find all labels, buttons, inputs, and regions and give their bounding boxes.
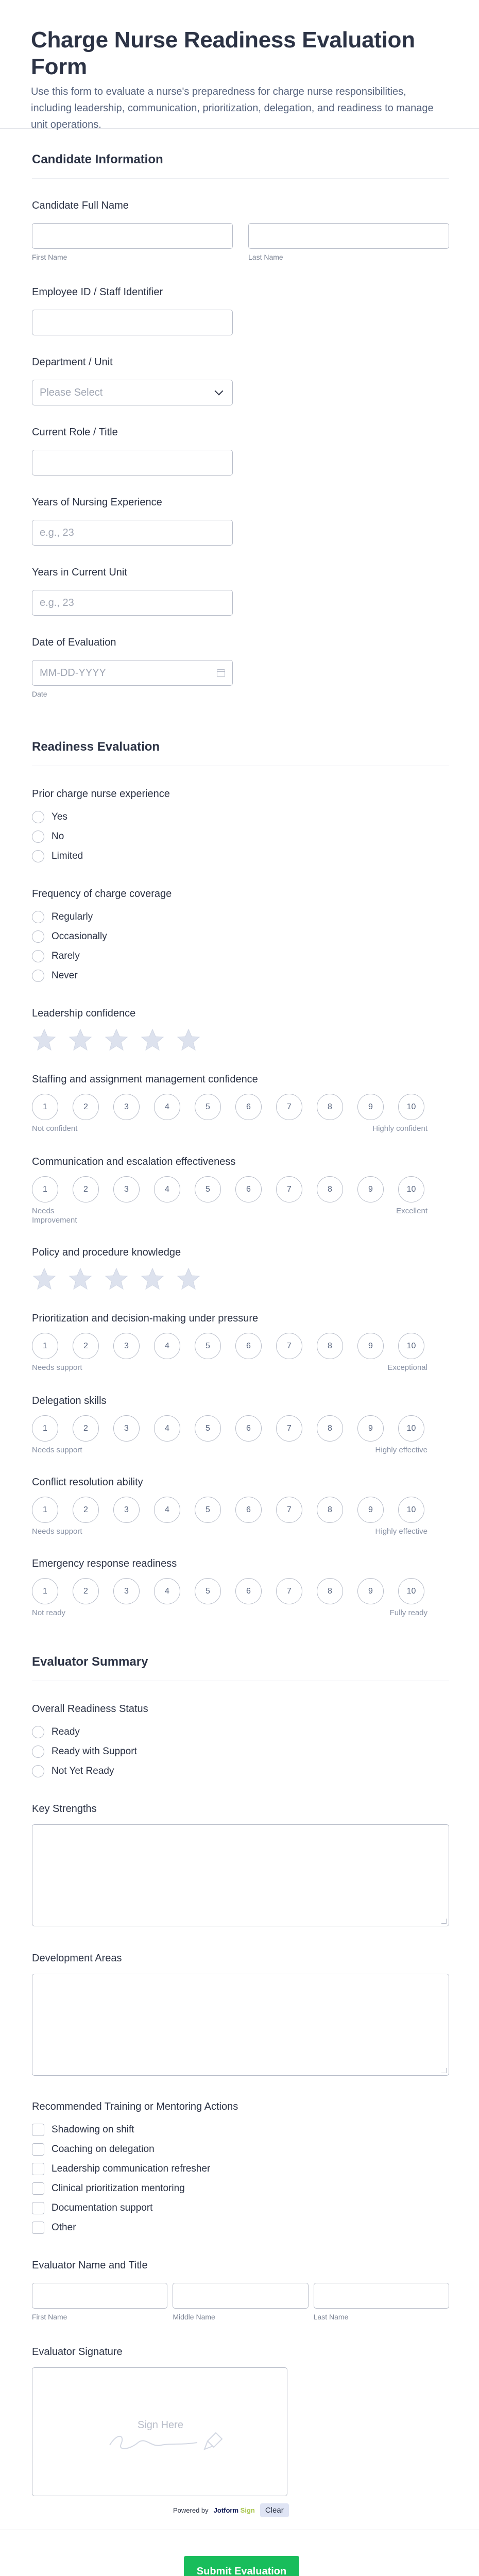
section-candidate-information <box>32 152 449 179</box>
leadership-confidence-field <box>32 1008 449 1052</box>
field-label: Key Strengths <box>32 1803 97 1815</box>
date-placeholder: MM-DD-YYYY <box>40 667 106 679</box>
option-label: Ready <box>52 1726 80 1737</box>
radio-button[interactable] <box>32 950 44 962</box>
scale-option-5[interactable]: 5 <box>195 1094 221 1120</box>
option-label: Ready with Support <box>52 1746 137 1757</box>
field-label: Overall Readiness Status <box>32 1703 148 1715</box>
scale-high-label: Highly confident <box>372 1124 427 1133</box>
submit-button[interactable]: Submit Evaluation <box>184 2556 299 2576</box>
scale-low-label: Not ready <box>32 1608 66 1617</box>
scale-option-10[interactable]: 10 <box>398 1497 424 1523</box>
date-input[interactable] <box>32 660 233 686</box>
star-icon[interactable] <box>176 1267 201 1291</box>
years-unit-input[interactable] <box>32 590 233 616</box>
option-label: Limited <box>52 851 83 861</box>
scale-option-8[interactable]: 8 <box>317 1094 343 1120</box>
scale-option-4[interactable]: 4 <box>154 1578 180 1604</box>
checkbox-option-other[interactable] <box>32 2218 449 2238</box>
scale-option-3[interactable]: 3 <box>113 1333 140 1359</box>
scale-option-1[interactable]: 1 <box>32 1415 58 1442</box>
scale-high-label: Excellent <box>396 1207 427 1215</box>
star-icon[interactable] <box>32 1267 57 1291</box>
option-label: Documentation support <box>52 2202 153 2213</box>
star-icon[interactable] <box>68 1267 93 1291</box>
prior-experience-field <box>32 788 449 866</box>
checkbox[interactable] <box>32 2222 44 2234</box>
powered-by-row <box>173 2503 449 2517</box>
sign-here-text: Sign Here <box>138 2419 183 2431</box>
scale-high-label: Highly effective <box>375 1527 427 1536</box>
scale-option-2[interactable]: 2 <box>73 1094 99 1120</box>
form-header <box>0 0 479 129</box>
field-label: Staffing and assignment management confidence <box>32 1074 258 1085</box>
star-rating <box>32 1267 449 1291</box>
field-label: Prior charge nurse experience <box>32 788 170 800</box>
scale-high-label: Exceptional <box>387 1363 427 1372</box>
date-sublabel: Date <box>32 690 47 698</box>
scale-high-label: Highly effective <box>375 1446 427 1454</box>
scale-option-7[interactable]: 7 <box>276 1415 302 1442</box>
scale-option-10[interactable]: 10 <box>398 1176 424 1202</box>
section-readiness-evaluation <box>32 740 449 766</box>
scale-rating <box>32 1578 449 1604</box>
years-nursing-input[interactable] <box>32 520 233 546</box>
scale-option-5[interactable]: 5 <box>195 1176 221 1202</box>
scale-option-2[interactable]: 2 <box>73 1415 99 1442</box>
option-label: Yes <box>52 811 67 822</box>
current-role-input[interactable] <box>32 450 233 476</box>
star-icon[interactable] <box>68 1028 93 1052</box>
scale-low-label: Needs support <box>32 1527 82 1536</box>
star-icon[interactable] <box>176 1028 201 1052</box>
scale-option-9[interactable]: 9 <box>357 1415 384 1442</box>
field-label: Policy and procedure knowledge <box>32 1247 181 1258</box>
scale-option-9[interactable]: 9 <box>357 1094 384 1120</box>
conflict-resolution-field <box>32 1477 449 1536</box>
scale-option-10[interactable]: 10 <box>398 1333 424 1359</box>
star-icon[interactable] <box>104 1028 129 1052</box>
scale-rating <box>32 1094 449 1120</box>
field-label: Department / Unit <box>32 357 113 368</box>
evaluator-signature-field <box>32 2346 449 2517</box>
prioritization-field <box>32 1313 449 1372</box>
years-unit-placeholder: e.g., 23 <box>40 597 74 608</box>
radio-button[interactable] <box>32 1745 44 1758</box>
checkbox[interactable] <box>32 2202 44 2214</box>
employee-id-input[interactable] <box>32 310 233 335</box>
charge-frequency-field <box>32 888 449 986</box>
field-label: Development Areas <box>32 1953 122 1964</box>
option-label: Leadership communication refresher <box>52 2163 211 2174</box>
overall-status-field <box>32 1703 449 1781</box>
radio-button[interactable] <box>32 1765 44 1777</box>
scale-option-7[interactable]: 7 <box>276 1176 302 1202</box>
department-placeholder: Please Select <box>40 386 103 398</box>
section-title: Candidate Information <box>32 152 163 166</box>
scale-option-2[interactable]: 2 <box>73 1497 99 1523</box>
field-label: Frequency of charge coverage <box>32 888 172 900</box>
scale-option-5[interactable]: 5 <box>195 1578 221 1604</box>
scale-low-label: Not confident <box>32 1124 78 1133</box>
powered-by-text: Powered by <box>173 2506 209 2514</box>
brand-main: Jotform <box>213 2506 239 2514</box>
checkbox[interactable] <box>32 2182 44 2195</box>
field-label: Leadership confidence <box>32 1008 136 1019</box>
option-label: Shadowing on shift <box>52 2124 134 2135</box>
scale-option-4[interactable]: 4 <box>154 1176 180 1202</box>
radio-option-never[interactable] <box>32 966 449 986</box>
scale-option-2[interactable]: 2 <box>73 1578 99 1604</box>
first-name-input[interactable] <box>32 223 233 249</box>
years-nursing-placeholder: e.g., 23 <box>40 527 74 538</box>
star-icon[interactable] <box>104 1267 129 1291</box>
star-icon[interactable] <box>32 1028 57 1052</box>
radio-option-no[interactable] <box>32 827 449 846</box>
date-evaluation-field <box>32 637 449 698</box>
clear-signature-button[interactable]: Clear <box>260 2503 289 2517</box>
option-label: No <box>52 831 64 842</box>
radio-option-ready[interactable] <box>32 1722 449 1742</box>
scale-option-2[interactable]: 2 <box>73 1333 99 1359</box>
scale-option-3[interactable]: 3 <box>113 1415 140 1442</box>
development-areas-textarea[interactable] <box>32 1974 449 2076</box>
checkbox[interactable] <box>32 2143 44 2156</box>
field-label: Evaluator Name and Title <box>32 2260 148 2271</box>
last-name-input[interactable] <box>248 223 449 249</box>
evaluator-name-field <box>32 2260 449 2321</box>
field-label: Recommended Training or Mentoring Actions <box>32 2101 238 2112</box>
scale-option-7[interactable]: 7 <box>276 1094 302 1120</box>
section-title: Readiness Evaluation <box>32 740 160 754</box>
radio-option-occasionally[interactable] <box>32 927 449 946</box>
radio-button[interactable] <box>32 850 44 862</box>
form-title: Charge Nurse Readiness Evaluation Form <box>31 27 415 79</box>
scale-option-8[interactable]: 8 <box>317 1333 343 1359</box>
checkbox-option-clinical-prioritization[interactable] <box>32 2179 449 2198</box>
scale-option-8[interactable]: 8 <box>317 1176 343 1202</box>
option-label: Other <box>52 2222 76 2233</box>
radio-button[interactable] <box>32 911 44 923</box>
candidate-full-name-field <box>32 200 449 261</box>
option-label: Regularly <box>52 911 93 922</box>
middle-name-sublabel: Middle Name <box>173 2313 215 2321</box>
radio-button[interactable] <box>32 930 44 943</box>
radio-button[interactable] <box>32 970 44 982</box>
field-label: Communication and escalation effectiveness <box>32 1156 236 1167</box>
field-label: Delegation skills <box>32 1395 107 1406</box>
scale-rating <box>32 1415 449 1442</box>
chevron-down-icon <box>215 387 224 396</box>
staffing-confidence-field <box>32 1074 449 1133</box>
scale-rating <box>32 1333 449 1359</box>
scale-option-8[interactable]: 8 <box>317 1578 343 1604</box>
radio-button[interactable] <box>32 831 44 843</box>
scale-option-1[interactable]: 1 <box>32 1333 58 1359</box>
signature-placeholder-icon <box>32 2368 288 2497</box>
scale-option-9[interactable]: 9 <box>357 1497 384 1523</box>
option-label: Coaching on delegation <box>52 2144 155 2155</box>
first-name-sublabel: First Name <box>32 2313 67 2321</box>
scale-option-10[interactable]: 10 <box>398 1094 424 1120</box>
employee-id-field <box>32 286 449 335</box>
training-actions-field <box>32 2101 449 2238</box>
section-evaluator-summary <box>32 1655 449 1681</box>
radio-option-rarely[interactable] <box>32 946 449 966</box>
submit-area <box>0 2530 479 2576</box>
resize-handle-icon[interactable] <box>441 2068 447 2073</box>
years-nursing-field <box>32 497 449 546</box>
scale-option-5[interactable]: 5 <box>195 1333 221 1359</box>
resize-handle-icon[interactable] <box>441 1919 447 1924</box>
key-strengths-textarea[interactable] <box>32 1824 449 1926</box>
radio-option-regularly[interactable] <box>32 907 449 927</box>
scale-option-6[interactable]: 6 <box>235 1415 262 1442</box>
scale-option-5[interactable]: 5 <box>195 1415 221 1442</box>
option-label: Never <box>52 970 78 981</box>
scale-option-6[interactable]: 6 <box>235 1578 262 1604</box>
years-unit-field <box>32 567 449 616</box>
field-label: Years in Current Unit <box>32 567 127 578</box>
current-role-field <box>32 427 449 476</box>
field-label: Years of Nursing Experience <box>32 497 162 508</box>
field-label: Current Role / Title <box>32 427 118 438</box>
option-label: Occasionally <box>52 931 107 942</box>
section-title: Evaluator Summary <box>32 1655 148 1669</box>
last-name-sublabel: Last Name <box>248 253 283 261</box>
emergency-readiness-field <box>32 1558 449 1617</box>
scale-option-8[interactable]: 8 <box>317 1497 343 1523</box>
checkbox[interactable] <box>32 2163 44 2175</box>
evaluator-first-name-input[interactable] <box>32 2283 167 2309</box>
checkbox-option-coaching[interactable] <box>32 2140 449 2159</box>
delegation-field <box>32 1395 449 1454</box>
checkbox-option-documentation[interactable] <box>32 2198 449 2218</box>
scale-option-10[interactable]: 10 <box>398 1415 424 1442</box>
scale-option-4[interactable]: 4 <box>154 1094 180 1120</box>
first-name-sublabel: First Name <box>32 253 67 261</box>
scale-option-6[interactable]: 6 <box>235 1176 262 1202</box>
scale-option-6[interactable]: 6 <box>235 1497 262 1523</box>
field-label: Conflict resolution ability <box>32 1477 143 1488</box>
scale-option-1[interactable]: 1 <box>32 1176 58 1202</box>
scale-option-1[interactable]: 1 <box>32 1497 58 1523</box>
field-label: Employee ID / Staff Identifier <box>32 286 163 298</box>
scale-option-4[interactable]: 4 <box>154 1333 180 1359</box>
scale-option-6[interactable]: 6 <box>235 1333 262 1359</box>
option-label: Not Yet Ready <box>52 1766 114 1776</box>
scale-option-7[interactable]: 7 <box>276 1578 302 1604</box>
field-label: Prioritization and decision-making under pressure <box>32 1313 259 1324</box>
star-icon[interactable] <box>140 1028 165 1052</box>
scale-high-label: Fully ready <box>389 1608 427 1617</box>
scale-option-8[interactable]: 8 <box>317 1415 343 1442</box>
communication-field <box>32 1156 449 1225</box>
field-label: Emergency response readiness <box>32 1558 177 1569</box>
option-label: Clinical prioritization mentoring <box>52 2183 185 2194</box>
policy-knowledge-field <box>32 1247 449 1291</box>
signature-pad[interactable] <box>32 2367 287 2496</box>
scale-option-6[interactable]: 6 <box>235 1094 262 1120</box>
form-description: Use this form to evaluate a nurse's preparedness for charge nurse responsibilities, including leadership, communication, prioritization, delegation, and readiness to manage unit operations. <box>31 86 434 130</box>
scale-option-3[interactable]: 3 <box>113 1094 140 1120</box>
evaluator-middle-name-input[interactable] <box>173 2283 308 2309</box>
option-label: Rarely <box>52 951 80 961</box>
scale-option-3[interactable]: 3 <box>113 1497 140 1523</box>
star-rating <box>32 1028 449 1052</box>
department-select[interactable] <box>32 380 233 405</box>
scale-option-1[interactable]: 1 <box>32 1094 58 1120</box>
development-areas-field <box>32 1953 449 2076</box>
checkbox[interactable] <box>32 2124 44 2136</box>
scale-rating <box>32 1176 449 1202</box>
department-field <box>32 357 449 405</box>
scale-option-7[interactable]: 7 <box>276 1333 302 1359</box>
last-name-sublabel: Last Name <box>313 2313 349 2321</box>
scale-option-5[interactable]: 5 <box>195 1497 221 1523</box>
radio-option-ready-with-support[interactable] <box>32 1742 449 1761</box>
scale-rating <box>32 1497 449 1523</box>
scale-low-label: Needs Improvement <box>32 1207 77 1225</box>
radio-button[interactable] <box>32 811 44 823</box>
scale-option-1[interactable]: 1 <box>32 1578 58 1604</box>
key-strengths-field <box>32 1803 449 1926</box>
scale-low-label: Needs support <box>32 1363 82 1372</box>
scale-option-9[interactable]: 9 <box>357 1176 384 1202</box>
calendar-icon[interactable] <box>217 669 225 677</box>
radio-option-yes[interactable] <box>32 807 449 827</box>
scale-option-10[interactable]: 10 <box>398 1578 424 1604</box>
scale-option-2[interactable]: 2 <box>73 1176 99 1202</box>
brand-accent: Sign <box>240 2506 255 2514</box>
field-label: Candidate Full Name <box>32 200 129 211</box>
scale-option-9[interactable]: 9 <box>357 1333 384 1359</box>
checkbox-option-shadowing[interactable] <box>32 2120 449 2140</box>
checkbox-option-leadership-communication[interactable] <box>32 2159 449 2179</box>
scale-option-3[interactable]: 3 <box>113 1578 140 1604</box>
evaluator-last-name-input[interactable] <box>314 2283 449 2309</box>
scale-option-4[interactable]: 4 <box>154 1497 180 1523</box>
scale-option-4[interactable]: 4 <box>154 1415 180 1442</box>
jotform-sign-logo <box>214 2506 255 2514</box>
scale-low-label: Needs support <box>32 1446 82 1454</box>
radio-option-not-yet-ready[interactable] <box>32 1761 449 1781</box>
field-label: Evaluator Signature <box>32 2346 123 2358</box>
radio-button[interactable] <box>32 1726 44 1738</box>
scale-option-7[interactable]: 7 <box>276 1497 302 1523</box>
field-label: Date of Evaluation <box>32 637 116 648</box>
scale-option-3[interactable]: 3 <box>113 1176 140 1202</box>
radio-option-limited[interactable] <box>32 846 449 866</box>
star-icon[interactable] <box>140 1267 165 1291</box>
scale-option-9[interactable]: 9 <box>357 1578 384 1604</box>
